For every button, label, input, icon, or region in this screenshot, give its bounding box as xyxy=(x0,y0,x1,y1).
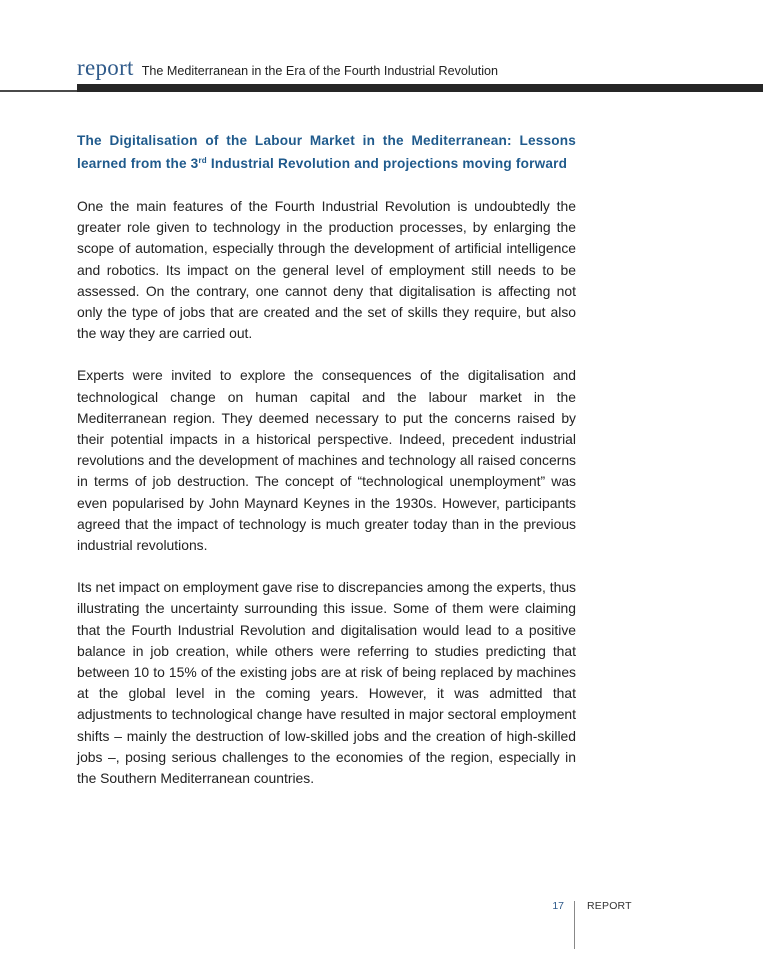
main-content xyxy=(77,130,576,810)
running-header xyxy=(77,55,498,81)
body-paragraph-2: Experts were invited to explore the consequences of the digitalisation and technological change on human capital and the labour market in the Mediterranean region. They deemed necessary to put the concerns raised by their potential impacts in a historical perspective. Indeed, precedent industrial revolutions and the development of machines and technology all raised concerns in terms of job destruction. The concept of “technological unemployment” was even popularised by John Maynard Keynes in the 1930s. However, participants agreed that the impact of technology is much greater today than in the previous industrial revolutions. xyxy=(77,367,576,554)
heading-text-part2: Industrial Revolution and projections moving forward xyxy=(206,155,568,171)
heading-superscript: rd xyxy=(198,155,207,165)
heading-text-part1: The Digitalisation of the Labour Market in the Mediterranean: Lessons learned from the 3 xyxy=(77,133,576,171)
header-rule-left xyxy=(0,90,78,92)
page-number: 17 xyxy=(552,900,564,912)
report-logo: report xyxy=(77,55,134,80)
footer-label: REPORT xyxy=(587,900,632,912)
body-paragraph-3: Its net impact on employment gave rise to discrepancies among the experts, thus illustrating the uncertainty surrounding this issue. Some of them were claiming that the Fourth Industrial Revolution and digitalisation would lead to a positive balance in job creation, while others were referring to studies predicting that between 10 to 15% of the existing jobs are at risk of being replaced by machines at the global level in the coming years. However, it was admitted that adjustments to technological change have resulted in major sectoral employment shifts – mainly the destruction of low-skilled jobs and the creation of high-skilled jobs –, posing serious challenges to the economies of the region, especially in the Southern Mediterranean countries. xyxy=(77,579,576,787)
publication-title: The Mediterranean in the Era of the Fourth Industrial Revolution xyxy=(141,64,499,78)
section-heading xyxy=(77,130,576,175)
body-paragraph-1: One the main features of the Fourth Industrial Revolution is undoubtedly the greater role given to technology in the production processes, by enlarging the scope of automation, especially through the development of artificial intelligence and robotics. Its impact on the general level of employment still needs to be assessed. On the contrary, one cannot deny that digitalisation is affecting not only the type of jobs that are created and the set of skills they require, but also the way they are carried out. xyxy=(77,198,576,342)
footer-divider xyxy=(574,901,575,949)
header-bar xyxy=(77,84,763,92)
